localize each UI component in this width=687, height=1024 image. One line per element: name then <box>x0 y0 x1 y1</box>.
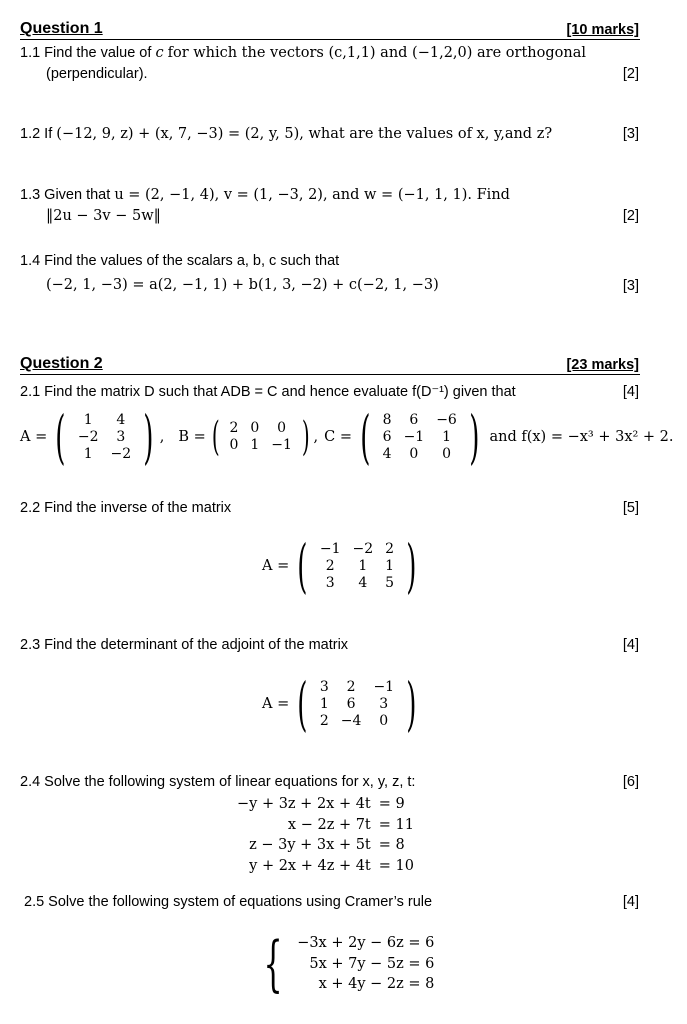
matrix-cell: −6 <box>436 411 457 428</box>
question-1-marks: [10 marks] <box>566 22 639 38</box>
function-f-expr: and f(x) = −x³ + 3x² + 2. <box>489 429 674 445</box>
q2-5-mark: [4] <box>622 894 639 910</box>
matrix-23-table <box>314 679 400 730</box>
matrix-row <box>377 429 463 446</box>
equation-rhs: = 8 <box>378 837 405 853</box>
matrix-row <box>377 446 463 463</box>
q1-1-text: 1.1 Find the value of c for which the vectors (c,1,1) and (−1,2,0) are orthogonal <box>20 45 586 61</box>
matrix-row <box>314 679 400 696</box>
equation-row <box>294 975 437 994</box>
matrix-b: ( 2 0 0 0 1 −1 ) <box>211 414 310 460</box>
matrix-cell: 1 <box>250 437 260 453</box>
matrix-cell: 1 <box>319 695 329 712</box>
q1-4-text: 1.4 Find the values of the scalars a, b, c such that <box>20 253 340 269</box>
question-1-heading: Question 1 <box>20 20 103 37</box>
q2-4-text: 2.4 Solve the following system of linear equations for x, y, z, t: <box>20 774 416 790</box>
matrix-cell: −1 <box>319 540 341 557</box>
question-2-marks: [23 marks] <box>566 357 639 373</box>
matrix-a: ( 1 4 −2 3 1 −2 ) <box>55 403 154 471</box>
q1-3-norm-expr: ‖2u − 3v − 5w‖ <box>46 208 161 224</box>
q1-1-mark: [2] <box>622 66 639 82</box>
q2-5-system <box>254 928 439 999</box>
matrix-23-label: A = <box>262 696 290 712</box>
matrix-c-label: C = <box>324 429 352 445</box>
matrix-row <box>314 558 400 575</box>
matrix-cell: −1 <box>271 437 292 453</box>
matrix-cell: 1 <box>442 428 451 445</box>
equation-row <box>294 955 437 974</box>
matrix-row <box>72 412 137 429</box>
equation-row <box>234 816 417 835</box>
equation: −3x + 2y − 6z = 6 <box>297 935 435 951</box>
matrix-cell: 8 <box>382 411 392 428</box>
matrix-cell: 0 <box>442 445 451 462</box>
matrix-cell: 0 <box>250 420 260 436</box>
matrix-cell: 3 <box>379 695 389 712</box>
matrix-row <box>72 446 137 463</box>
matrix-cell: 4 <box>382 445 392 462</box>
matrix-cell: 1 <box>358 557 368 574</box>
matrix-c: ( 8 6 −6 6 −1 1 4 0 0 ) <box>360 403 480 471</box>
system-25-table <box>292 932 439 996</box>
matrix-cell: 2 <box>346 678 356 695</box>
equation-lhs: x − 2z + 7t <box>287 816 371 833</box>
matrix-22-table <box>314 541 400 592</box>
q2-4-mark: [6] <box>622 774 639 790</box>
matrix-cell: 0 <box>379 712 389 729</box>
equation: x + 4y − 2z = 8 <box>318 976 435 992</box>
equation-row <box>294 934 437 953</box>
matrix-cell: −1 <box>403 428 425 445</box>
matrix-row <box>72 429 137 446</box>
matrix-a-label: A = <box>20 429 48 445</box>
q2-2-matrix <box>262 532 423 600</box>
equation: 5x + 7y − 5z = 6 <box>309 955 435 972</box>
matrix-cell: 4 <box>358 574 368 591</box>
matrix-cell: −4 <box>340 712 362 729</box>
q1-3-mark: [2] <box>622 208 639 224</box>
left-brace: { <box>263 928 283 999</box>
matrix-cell: 2 <box>325 557 335 574</box>
matrix-cell: 6 <box>409 411 419 428</box>
q1-2-text: 1.2 If (−12, 9, z) + (x, 7, −3) = (2, y, 5), what are the values of x, y,and z? <box>20 126 553 142</box>
matrix-a-table <box>72 412 137 463</box>
equation-lhs: y + 2x + 4z + 4t <box>249 857 371 874</box>
matrix-row <box>223 420 297 437</box>
matrix-cell: 6 <box>382 428 392 445</box>
q1-2-mark: [3] <box>622 126 639 142</box>
q2-1-matrices <box>20 403 674 471</box>
matrix-cell: 5 <box>385 574 395 591</box>
equation-row <box>234 857 417 876</box>
matrix-cell: 1 <box>83 411 93 428</box>
matrix-row <box>377 412 463 429</box>
question-2-rule <box>20 374 640 375</box>
matrix-c-table <box>377 412 463 463</box>
matrix-23: ( 3 2 −1 1 6 3 2 −4 0 ) <box>297 670 417 738</box>
matrix-b-comma: , <box>313 429 319 445</box>
q1-4-mark: [3] <box>622 278 639 294</box>
matrix-row <box>314 696 400 713</box>
matrix-cell: 2 <box>385 540 395 557</box>
matrix-a-comma: , <box>159 429 165 445</box>
matrix-cell: 6 <box>346 695 356 712</box>
q2-5-text: 2.5 Solve the following system of equations using Cramer’s rule <box>24 894 433 910</box>
matrix-row <box>223 437 297 454</box>
q1-3-text: 1.3 Given that u = (2, −1, 4), v = (1, −3, 2), and w = (−1, 1, 1). Find <box>20 187 510 203</box>
equation-lhs: z − 3y + 3x + 5t <box>249 837 371 853</box>
matrix-b-table <box>223 420 297 454</box>
matrix-row <box>314 575 400 592</box>
matrix-cell: 2 <box>319 712 329 729</box>
matrix-cell: −2 <box>110 445 132 462</box>
q2-2-mark: [5] <box>622 500 639 516</box>
matrix-cell: 3 <box>325 574 335 591</box>
q2-3-matrix <box>262 670 423 738</box>
equation-rhs: = 11 <box>378 816 414 833</box>
q1-4-expr: (−2, 1, −3) = a(2, −1, 1) + b(1, 3, −2) + c(−2, 1, −3) <box>46 277 439 293</box>
q2-3-text: 2.3 Find the determinant of the adjoint of the matrix <box>20 637 349 653</box>
equation-row <box>234 836 417 855</box>
matrix-b-label: B = <box>178 429 206 445</box>
question-2-heading: Question 2 <box>20 355 103 372</box>
matrix-cell: 2 <box>229 420 239 436</box>
q2-4-system <box>232 793 419 877</box>
matrix-cell: −2 <box>77 428 99 445</box>
matrix-22-label: A = <box>262 558 290 574</box>
matrix-row <box>314 713 400 730</box>
question-1-rule <box>20 39 640 40</box>
matrix-cell: 0 <box>277 420 287 436</box>
matrix-22: ( −1 −2 2 2 1 1 3 4 5 ) <box>297 532 417 600</box>
matrix-cell: −1 <box>373 678 395 695</box>
matrix-cell: 3 <box>319 678 329 695</box>
matrix-cell: 0 <box>229 437 239 453</box>
matrix-row <box>314 541 400 558</box>
matrix-cell: 1 <box>385 557 395 574</box>
matrix-cell: 3 <box>116 428 126 445</box>
q2-1-mark: [4] <box>622 384 639 400</box>
q1-1-text-cont: (perpendicular). <box>46 66 148 82</box>
matrix-cell: 4 <box>116 411 126 428</box>
equation-rhs: = 10 <box>378 857 414 874</box>
matrix-cell: 0 <box>409 445 419 462</box>
q2-2-text: 2.2 Find the inverse of the matrix <box>20 500 232 516</box>
matrix-cell: −2 <box>352 540 374 557</box>
equation-rhs: = 9 <box>378 796 405 812</box>
matrix-cell: 1 <box>83 445 93 462</box>
q2-1-text: 2.1 Find the matrix D such that ADB = C and hence evaluate f(D⁻¹) given that <box>20 384 516 400</box>
equation-lhs: −y + 3z + 2x + 4t <box>237 796 371 812</box>
system-24-table <box>232 793 419 877</box>
q2-3-mark: [4] <box>622 637 639 653</box>
equation-row <box>234 795 417 814</box>
